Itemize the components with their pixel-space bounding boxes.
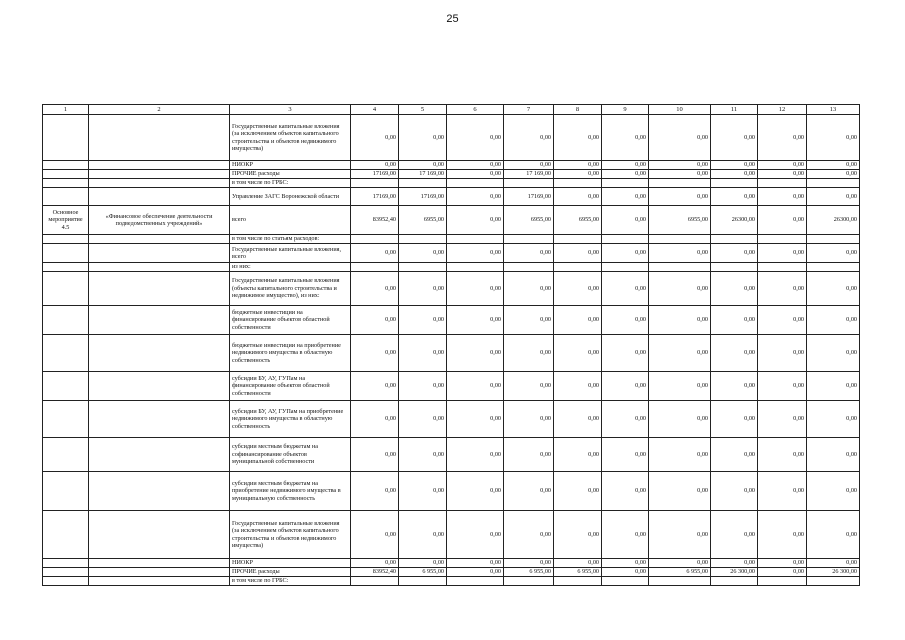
value-cell: 0,00 xyxy=(504,401,554,438)
table-row xyxy=(43,306,860,335)
value-cell: 17169,00 xyxy=(351,170,399,179)
blank-cell xyxy=(43,161,89,170)
blank-cell xyxy=(43,170,89,179)
page-number: 25 xyxy=(446,13,459,25)
value-cell xyxy=(399,263,447,272)
value-cell: 0,00 xyxy=(758,170,807,179)
value-cell: 0,00 xyxy=(807,161,860,170)
value-cell: 0,00 xyxy=(447,170,504,179)
table-row xyxy=(43,272,860,306)
value-cell: 0,00 xyxy=(447,161,504,170)
value-cell: 0,00 xyxy=(602,438,649,472)
value-cell xyxy=(649,263,711,272)
row-label: НИОКР xyxy=(230,559,351,568)
value-cell xyxy=(649,179,711,188)
value-cell: 0,00 xyxy=(711,188,758,206)
header-row xyxy=(43,105,860,115)
column-header: 5 xyxy=(399,105,447,115)
value-cell: 0,00 xyxy=(554,401,602,438)
value-cell xyxy=(807,179,860,188)
value-cell xyxy=(554,179,602,188)
value-cell: 0,00 xyxy=(807,170,860,179)
value-cell xyxy=(758,179,807,188)
value-cell: 0,00 xyxy=(504,438,554,472)
value-cell: 83952,40 xyxy=(351,568,399,577)
value-cell: 0,00 xyxy=(807,401,860,438)
blank-cell xyxy=(89,244,230,263)
value-cell: 0,00 xyxy=(807,372,860,401)
value-cell: 0,00 xyxy=(447,115,504,161)
column-header: 13 xyxy=(807,105,860,115)
value-cell: 0,00 xyxy=(447,472,504,511)
value-cell xyxy=(504,577,554,586)
value-cell: 0,00 xyxy=(602,559,649,568)
table-row xyxy=(43,170,860,179)
blank-cell xyxy=(89,179,230,188)
value-cell: 0,00 xyxy=(554,438,602,472)
blank-cell xyxy=(43,577,89,586)
value-cell: 0,00 xyxy=(602,306,649,335)
row-label: всего xyxy=(230,206,351,235)
column-header: 9 xyxy=(602,105,649,115)
value-cell: 83952,40 xyxy=(351,206,399,235)
table-row xyxy=(43,372,860,401)
value-cell: 0,00 xyxy=(758,472,807,511)
column-header: 6 xyxy=(447,105,504,115)
blank-cell xyxy=(89,568,230,577)
value-cell xyxy=(554,235,602,244)
table-row xyxy=(43,244,860,263)
measure-code xyxy=(43,115,89,161)
blank-cell xyxy=(43,306,89,335)
value-cell: 0,00 xyxy=(758,335,807,372)
value-cell: 0,00 xyxy=(602,401,649,438)
value-cell: 17169,00 xyxy=(504,188,554,206)
value-cell: 0,00 xyxy=(602,161,649,170)
column-header: 7 xyxy=(504,105,554,115)
blank-cell xyxy=(43,438,89,472)
row-label: НИОКР xyxy=(230,161,351,170)
value-cell: 0,00 xyxy=(399,559,447,568)
value-cell: 0,00 xyxy=(554,372,602,401)
budget-table xyxy=(42,104,860,586)
value-cell: 0,00 xyxy=(504,472,554,511)
value-cell: 0,00 xyxy=(711,335,758,372)
value-cell: 0,00 xyxy=(649,188,711,206)
value-cell: 6 955,00 xyxy=(554,568,602,577)
blank-cell xyxy=(89,401,230,438)
value-cell xyxy=(504,263,554,272)
table-row xyxy=(43,161,860,170)
value-cell: 0,00 xyxy=(807,115,860,161)
blank-cell xyxy=(89,188,230,206)
value-cell xyxy=(554,577,602,586)
value-cell: 0,00 xyxy=(351,559,399,568)
value-cell xyxy=(351,577,399,586)
value-cell: 0,00 xyxy=(504,372,554,401)
value-cell: 0,00 xyxy=(807,188,860,206)
blank-cell xyxy=(89,263,230,272)
value-cell: 0,00 xyxy=(807,306,860,335)
blank-cell xyxy=(43,472,89,511)
value-cell: 0,00 xyxy=(399,306,447,335)
value-cell: 0,00 xyxy=(602,511,649,559)
value-cell xyxy=(504,235,554,244)
row-label: бюджетные инвестиции на приобретение недвижимого имущества в областную собственность xyxy=(230,335,351,372)
value-cell: 0,00 xyxy=(602,170,649,179)
value-cell: 0,00 xyxy=(504,511,554,559)
blank-cell xyxy=(89,170,230,179)
value-cell xyxy=(711,577,758,586)
value-cell: 0,00 xyxy=(649,438,711,472)
value-cell xyxy=(758,263,807,272)
column-header: 12 xyxy=(758,105,807,115)
blank-cell xyxy=(89,472,230,511)
column-header: 11 xyxy=(711,105,758,115)
value-cell: 0,00 xyxy=(758,188,807,206)
table-row xyxy=(43,577,860,586)
value-cell: 0,00 xyxy=(649,244,711,263)
value-cell: 6955,00 xyxy=(504,206,554,235)
value-cell: 0,00 xyxy=(447,372,504,401)
blank-cell xyxy=(89,577,230,586)
row-label: Государственные капитальные вложения, всего xyxy=(230,244,351,263)
blank-cell xyxy=(43,179,89,188)
value-cell: 0,00 xyxy=(504,335,554,372)
value-cell: 0,00 xyxy=(711,401,758,438)
value-cell: 0,00 xyxy=(758,306,807,335)
value-cell: 0,00 xyxy=(351,438,399,472)
value-cell: 0,00 xyxy=(447,206,504,235)
value-cell: 0,00 xyxy=(649,170,711,179)
value-cell: 17 169,00 xyxy=(399,170,447,179)
value-cell: 0,00 xyxy=(758,511,807,559)
value-cell xyxy=(554,263,602,272)
value-cell: 0,00 xyxy=(758,372,807,401)
value-cell: 0,00 xyxy=(758,559,807,568)
value-cell: 0,00 xyxy=(399,372,447,401)
blank-cell xyxy=(89,335,230,372)
value-cell: 0,00 xyxy=(711,272,758,306)
value-cell: 0,00 xyxy=(504,559,554,568)
value-cell: 0,00 xyxy=(602,206,649,235)
value-cell: 0,00 xyxy=(807,472,860,511)
row-label: в том числе по ГРБС: xyxy=(230,179,351,188)
value-cell: 0,00 xyxy=(554,244,602,263)
value-cell: 0,00 xyxy=(351,161,399,170)
blank-cell xyxy=(89,559,230,568)
column-header: 4 xyxy=(351,105,399,115)
value-cell xyxy=(351,263,399,272)
value-cell: 0,00 xyxy=(399,472,447,511)
table-row xyxy=(43,115,860,161)
value-cell: 0,00 xyxy=(399,335,447,372)
table-row xyxy=(43,206,860,235)
value-cell xyxy=(447,235,504,244)
value-cell xyxy=(602,179,649,188)
value-cell: 0,00 xyxy=(447,559,504,568)
value-cell: 0,00 xyxy=(399,401,447,438)
value-cell: 0,00 xyxy=(351,372,399,401)
table-row xyxy=(43,511,860,559)
row-label: субсидии местным бюджетам на софинансирование объектов муниципальной собственности xyxy=(230,438,351,472)
column-header: 2 xyxy=(89,105,230,115)
value-cell: 0,00 xyxy=(554,272,602,306)
value-cell: 0,00 xyxy=(807,272,860,306)
table-row xyxy=(43,335,860,372)
value-cell: 0,00 xyxy=(554,188,602,206)
value-cell: 0,00 xyxy=(649,559,711,568)
value-cell: 0,00 xyxy=(807,438,860,472)
blank-cell xyxy=(43,372,89,401)
value-cell xyxy=(649,235,711,244)
value-cell: 6 955,00 xyxy=(649,568,711,577)
table-row xyxy=(43,263,860,272)
table-row xyxy=(43,179,860,188)
row-label: субсидии БУ, АУ, ГУПам на финансирование объектов областной собственности xyxy=(230,372,351,401)
value-cell: 0,00 xyxy=(554,115,602,161)
blank-cell xyxy=(43,335,89,372)
value-cell xyxy=(447,577,504,586)
table-row xyxy=(43,235,860,244)
measure-title: «Финансовое обеспечение деятельности подведомственных учреждений» xyxy=(89,206,230,235)
value-cell: 0,00 xyxy=(447,401,504,438)
value-cell xyxy=(399,235,447,244)
value-cell: 0,00 xyxy=(447,438,504,472)
value-cell: 0,00 xyxy=(554,472,602,511)
value-cell: 0,00 xyxy=(711,244,758,263)
blank-cell xyxy=(43,244,89,263)
value-cell: 0,00 xyxy=(447,306,504,335)
value-cell: 17169,00 xyxy=(351,188,399,206)
row-label: субсидии БУ, АУ, ГУПам на приобретение недвижимого имущества в областную собственность xyxy=(230,401,351,438)
value-cell: 26 300,00 xyxy=(711,568,758,577)
value-cell: 6955,00 xyxy=(399,206,447,235)
table-row xyxy=(43,401,860,438)
value-cell: 0,00 xyxy=(399,161,447,170)
value-cell: 0,00 xyxy=(807,335,860,372)
value-cell: 0,00 xyxy=(504,244,554,263)
blank-cell xyxy=(43,235,89,244)
row-label: в том числе по ГРБС: xyxy=(230,577,351,586)
value-cell: 0,00 xyxy=(351,335,399,372)
value-cell: 6 955,00 xyxy=(504,568,554,577)
value-cell: 0,00 xyxy=(649,272,711,306)
value-cell: 0,00 xyxy=(602,472,649,511)
value-cell: 0,00 xyxy=(351,472,399,511)
value-cell: 0,00 xyxy=(351,244,399,263)
row-label: Управление ЗАГС Воронежской области xyxy=(230,188,351,206)
blank-cell xyxy=(89,438,230,472)
value-cell: 0,00 xyxy=(351,306,399,335)
row-label: в том числе по статьям расходов: xyxy=(230,235,351,244)
value-cell: 0,00 xyxy=(711,306,758,335)
table-row xyxy=(43,188,860,206)
value-cell: 0,00 xyxy=(711,472,758,511)
value-cell: 0,00 xyxy=(554,559,602,568)
column-header: 10 xyxy=(649,105,711,115)
value-cell: 0,00 xyxy=(554,335,602,372)
value-cell: 0,00 xyxy=(504,306,554,335)
blank-cell xyxy=(43,272,89,306)
value-cell xyxy=(807,577,860,586)
blank-cell xyxy=(43,263,89,272)
value-cell xyxy=(807,263,860,272)
value-cell: 0,00 xyxy=(758,568,807,577)
value-cell: 0,00 xyxy=(649,115,711,161)
value-cell: 6955,00 xyxy=(649,206,711,235)
blank-cell xyxy=(89,161,230,170)
value-cell: 0,00 xyxy=(711,115,758,161)
value-cell: 0,00 xyxy=(649,401,711,438)
value-cell xyxy=(602,577,649,586)
column-header: 1 xyxy=(43,105,89,115)
table-row xyxy=(43,568,860,577)
value-cell: 0,00 xyxy=(649,161,711,170)
value-cell xyxy=(399,577,447,586)
value-cell xyxy=(351,179,399,188)
value-cell: 0,00 xyxy=(711,372,758,401)
value-cell: 0,00 xyxy=(602,115,649,161)
value-cell: 6 955,00 xyxy=(399,568,447,577)
row-label: Государственные капитальные вложения (за исключением объектов капитального строительства и объектов недвижимого имущества) xyxy=(230,511,351,559)
value-cell: 0,00 xyxy=(399,244,447,263)
column-header: 3 xyxy=(230,105,351,115)
value-cell: 0,00 xyxy=(399,115,447,161)
value-cell: 0,00 xyxy=(504,115,554,161)
value-cell: 0,00 xyxy=(351,401,399,438)
value-cell: 0,00 xyxy=(649,372,711,401)
blank-cell xyxy=(43,511,89,559)
value-cell: 0,00 xyxy=(758,438,807,472)
value-cell: 0,00 xyxy=(602,188,649,206)
value-cell: 0,00 xyxy=(447,511,504,559)
value-cell: 0,00 xyxy=(602,568,649,577)
table-row xyxy=(43,559,860,568)
value-cell xyxy=(602,235,649,244)
value-cell: 0,00 xyxy=(711,170,758,179)
value-cell: 0,00 xyxy=(602,272,649,306)
value-cell: 0,00 xyxy=(758,272,807,306)
value-cell: 6955,00 xyxy=(554,206,602,235)
blank-cell xyxy=(43,401,89,438)
blank-cell xyxy=(89,372,230,401)
value-cell xyxy=(447,179,504,188)
value-cell xyxy=(807,235,860,244)
value-cell xyxy=(758,577,807,586)
value-cell: 0,00 xyxy=(554,170,602,179)
value-cell: 0,00 xyxy=(351,511,399,559)
row-label: субсидии местным бюджетам на приобретение недвижимого имущества в муниципальную собственность xyxy=(230,472,351,511)
value-cell xyxy=(758,235,807,244)
value-cell: 0,00 xyxy=(447,568,504,577)
value-cell: 0,00 xyxy=(758,115,807,161)
value-cell: 0,00 xyxy=(602,244,649,263)
value-cell: 0,00 xyxy=(447,335,504,372)
value-cell xyxy=(711,235,758,244)
value-cell: 0,00 xyxy=(649,335,711,372)
blank-cell xyxy=(43,568,89,577)
value-cell xyxy=(351,235,399,244)
measure-title xyxy=(89,115,230,161)
value-cell: 17 169,00 xyxy=(504,170,554,179)
row-label: Государственные капитальные вложения (за исключением объектов капитального строительства и объектов недвижимого имущества) xyxy=(230,115,351,161)
value-cell: 0,00 xyxy=(504,272,554,306)
table-row xyxy=(43,438,860,472)
value-cell: 17169,00 xyxy=(399,188,447,206)
value-cell: 0,00 xyxy=(447,272,504,306)
value-cell: 0,00 xyxy=(807,244,860,263)
value-cell xyxy=(602,263,649,272)
value-cell: 0,00 xyxy=(399,272,447,306)
value-cell: 0,00 xyxy=(758,401,807,438)
value-cell: 0,00 xyxy=(554,511,602,559)
value-cell: 0,00 xyxy=(711,161,758,170)
value-cell: 0,00 xyxy=(554,306,602,335)
value-cell xyxy=(711,179,758,188)
value-cell: 0,00 xyxy=(399,511,447,559)
value-cell xyxy=(399,179,447,188)
value-cell: 0,00 xyxy=(602,335,649,372)
blank-cell xyxy=(89,272,230,306)
value-cell xyxy=(447,263,504,272)
value-cell: 0,00 xyxy=(807,511,860,559)
row-label: бюджетные инвестиции на финансирование объектов областной собственности xyxy=(230,306,351,335)
value-cell: 26300,00 xyxy=(711,206,758,235)
value-cell: 0,00 xyxy=(649,472,711,511)
blank-cell xyxy=(89,306,230,335)
value-cell: 0,00 xyxy=(602,372,649,401)
value-cell: 0,00 xyxy=(758,244,807,263)
value-cell xyxy=(711,263,758,272)
row-label: из них: xyxy=(230,263,351,272)
value-cell: 0,00 xyxy=(758,206,807,235)
column-header: 8 xyxy=(554,105,602,115)
value-cell: 0,00 xyxy=(447,244,504,263)
value-cell: 0,00 xyxy=(504,161,554,170)
row-label: ПРОЧИЕ расходы xyxy=(230,568,351,577)
value-cell: 0,00 xyxy=(711,511,758,559)
value-cell: 0,00 xyxy=(711,438,758,472)
value-cell: 0,00 xyxy=(711,559,758,568)
blank-cell xyxy=(89,235,230,244)
blank-cell xyxy=(89,511,230,559)
table-row xyxy=(43,472,860,511)
value-cell: 0,00 xyxy=(447,188,504,206)
row-label: Государственные капитальные вложения (объекты капитального строительства и недвижимое имущество), из них: xyxy=(230,272,351,306)
value-cell: 26 300,00 xyxy=(807,568,860,577)
row-label: ПРОЧИЕ расходы xyxy=(230,170,351,179)
value-cell: 0,00 xyxy=(649,306,711,335)
value-cell: 0,00 xyxy=(554,161,602,170)
value-cell: 26300,00 xyxy=(807,206,860,235)
value-cell: 0,00 xyxy=(399,438,447,472)
value-cell: 0,00 xyxy=(351,272,399,306)
value-cell xyxy=(649,577,711,586)
measure-code: Основное мероприятие 4.5 xyxy=(43,206,89,235)
value-cell: 0,00 xyxy=(351,115,399,161)
value-cell: 0,00 xyxy=(758,161,807,170)
blank-cell xyxy=(43,188,89,206)
blank-cell xyxy=(43,559,89,568)
value-cell xyxy=(504,179,554,188)
value-cell: 0,00 xyxy=(807,559,860,568)
value-cell: 0,00 xyxy=(649,511,711,559)
